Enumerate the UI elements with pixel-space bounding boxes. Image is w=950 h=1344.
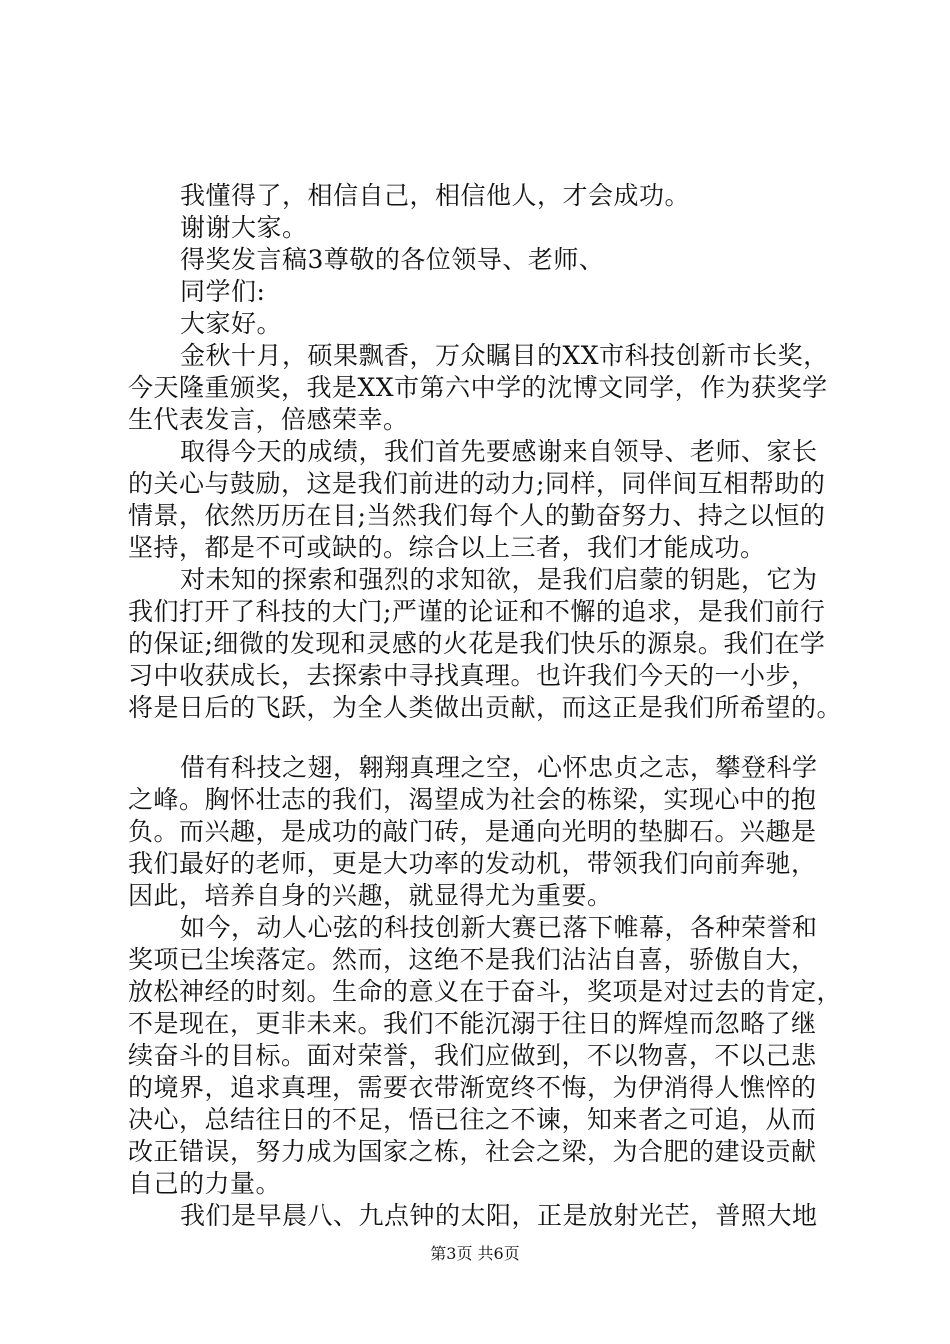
text-line: 续奋斗的目标。面对荣誉，我们应做到，不以物喜，不以己悲 bbox=[128, 1041, 817, 1070]
text-line: 奖项已尘埃落定。然而，这绝不是我们沾沾自喜，骄傲自大， bbox=[128, 945, 817, 974]
text-line: 改正错误，努力成为国家之栋，社会之梁，为合肥的建设贡献 bbox=[128, 1137, 817, 1166]
text-line: 自己的力量。 bbox=[128, 1169, 282, 1198]
text-line: 不是现在，更非未来。我们不能沉溺于往日的辉煌而忽略了继 bbox=[128, 1009, 817, 1038]
text-line: 负。而兴趣，是成功的敲门砖，是通向光明的垫脚石。兴趣是 bbox=[128, 817, 817, 846]
text-line: 谢谢大家。 bbox=[180, 213, 308, 242]
text-line: 坚持，都是不可或缺的。综合以上三者，我们才能成功。 bbox=[128, 533, 766, 562]
text-line: 金秋十月，硕果飘香，万众瞩目的XX市科技创新市长奖， bbox=[180, 341, 829, 370]
text-line: 决心，总结往日的不足，悟已往之不谏，知来者之可追，从而 bbox=[128, 1105, 817, 1134]
text-line: 的关心与鼓励，这是我们前进的动力;同样，同伴间互相帮助的 bbox=[128, 469, 826, 498]
text-line: 因此，培养自身的兴趣，就显得尤为重要。 bbox=[128, 881, 613, 910]
text-line: 对未知的探索和强烈的求知欲，是我们启蒙的钥匙，它为 bbox=[180, 565, 818, 594]
text-line: 将是日后的飞跃，为全人类做出贡献，而这正是我们所希望的。 bbox=[128, 693, 843, 722]
text-line: 借有科技之翅，翱翔真理之空，心怀忠贞之志，攀登科学 bbox=[180, 753, 818, 782]
text-line: 放松神经的时刻。生命的意义在于奋斗，奖项是对过去的肯定， bbox=[128, 977, 843, 1006]
page-number-footer: 第3页 共6页 bbox=[430, 1244, 520, 1263]
text-line: 情景，依然历历在目;当然我们每个人的勤奋努力、持之以恒的 bbox=[128, 501, 826, 530]
text-line: 生代表发言，倍感荣幸。 bbox=[128, 405, 409, 434]
text-line: 大家好。 bbox=[180, 309, 283, 338]
text-line: 我们打开了科技的大门;严谨的论证和不懈的追求，是我们前行 bbox=[128, 597, 826, 626]
text-line: 今天隆重颁奖，我是XX市第六中学的沈博文同学，作为获奖学 bbox=[128, 373, 828, 402]
text-line: 同学们: bbox=[180, 277, 266, 306]
text-line: 取得今天的成绩，我们首先要感谢来自领导、老师、家长 bbox=[180, 437, 818, 466]
text-line: 习中收获成长，去探索中寻找真理。也许我们今天的一小步， bbox=[128, 661, 817, 690]
text-line: 的保证;细微的发现和灵感的火花是我们快乐的源泉。我们在学 bbox=[128, 629, 826, 658]
text-line: 的境界，追求真理，需要衣带渐宽终不悔，为伊消得人憔悴的 bbox=[128, 1073, 817, 1102]
text-line: 之峰。胸怀壮志的我们，渴望成为社会的栋梁，实现心中的抱 bbox=[128, 785, 817, 814]
text-line: 我懂得了，相信自己，相信他人，才会成功。 bbox=[180, 181, 691, 210]
text-line: 我们最好的老师，更是大功率的发动机，带领我们向前奔驰， bbox=[128, 849, 817, 878]
text-line: 我们是早晨八、九点钟的太阳，正是放射光芒，普照大地 bbox=[180, 1201, 818, 1230]
text-line: 如今，动人心弦的科技创新大赛已落下帷幕，各种荣誉和 bbox=[180, 913, 818, 942]
text-line: 得奖发言稿3尊敬的各位领导、老师、 bbox=[180, 245, 605, 274]
